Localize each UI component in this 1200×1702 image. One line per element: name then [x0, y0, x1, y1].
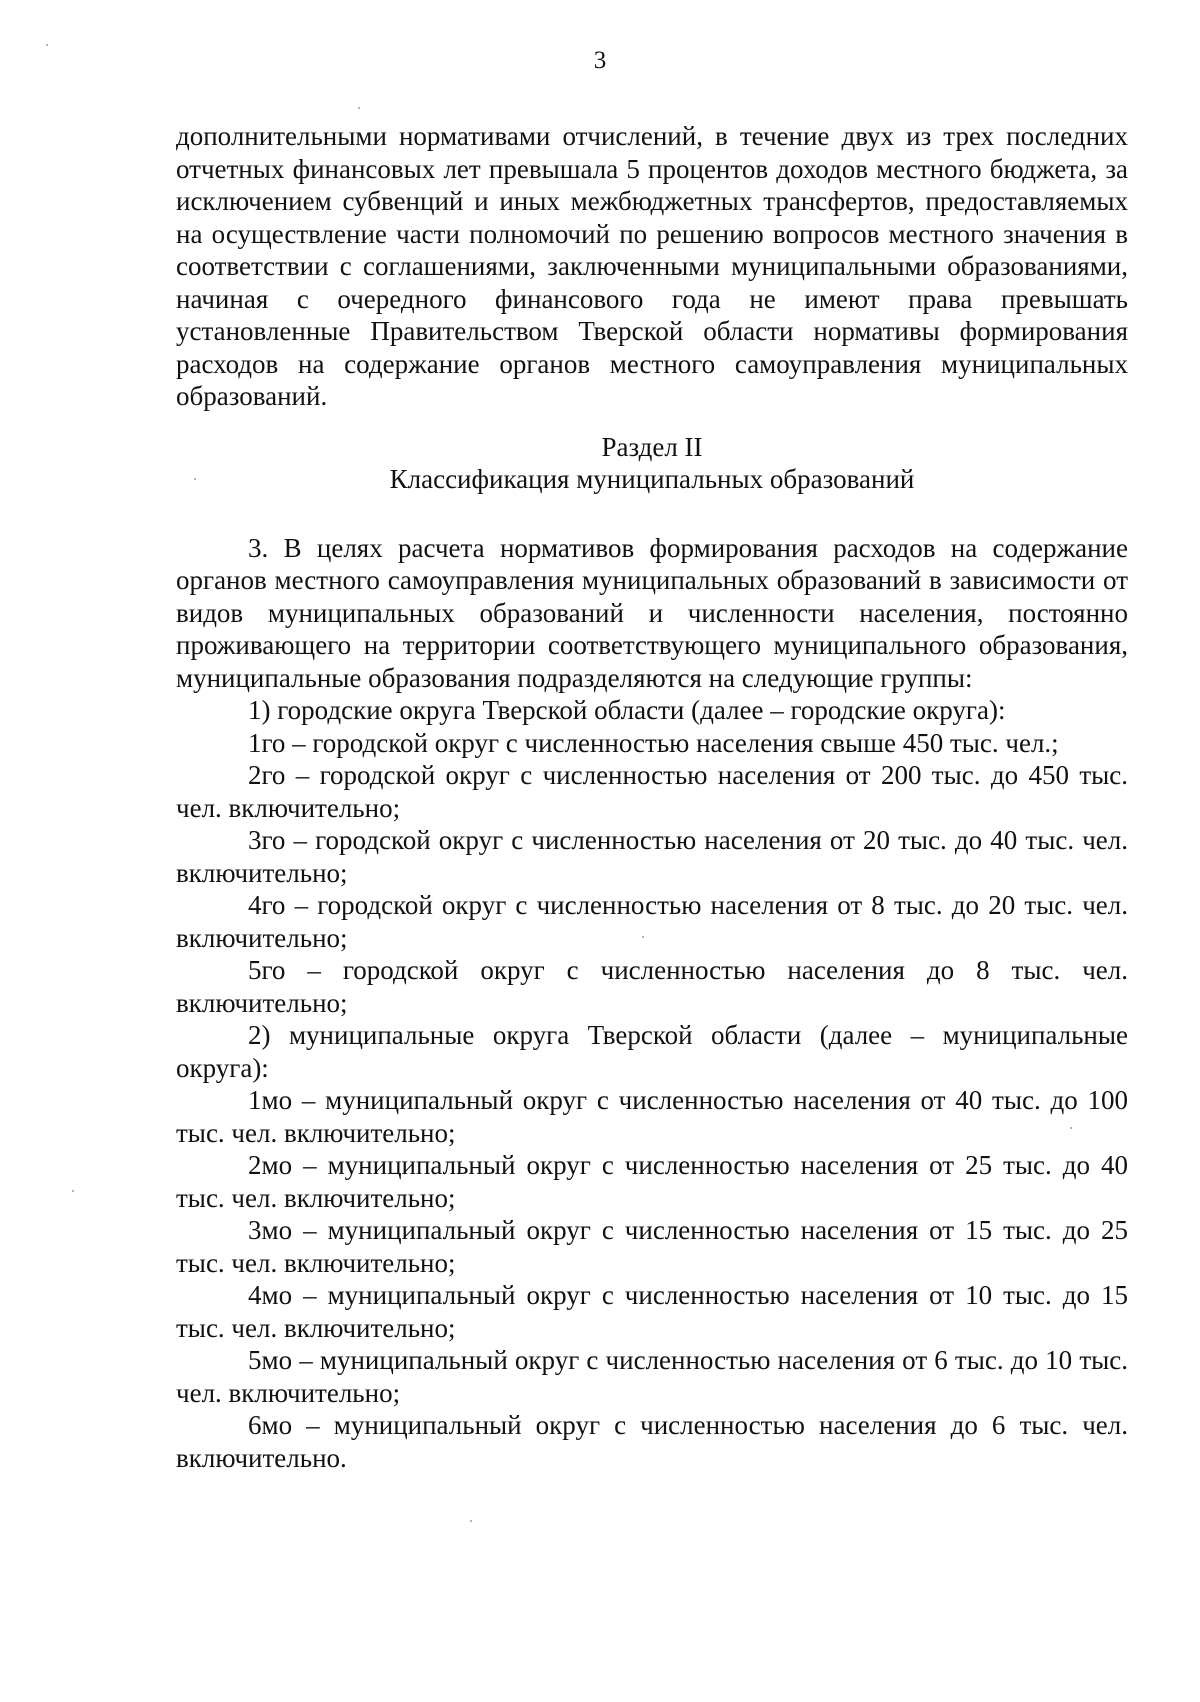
municipal-district-item-3mo: 3мо – муниципальный округ с численностью населения от 15 тыс. до 25 тыс. чел. включительно;	[176, 1215, 1128, 1278]
municipal-district-item-1mo: 1мо – муниципальный округ с численностью населения от 40 тыс. до 100 тыс. чел. включительно;	[176, 1085, 1128, 1148]
clause-3-paragraph: 3. В целях расчета нормативов формирования расходов на содержание органов местного самоуправления муниципальных образований в зависимости от видов муниципальных образований и численности населения, постоянно проживающего на территории соответствующего муниципального образования, муниципальные образования подразделяются на следующие группы:	[176, 532, 1128, 693]
intro-paragraph: дополнительными нормативами отчислений, в течение двух из трех последних отчетных финансовых лет превышала 5 процентов доходов местного бюджета, за исключением субвенций и иных межбюджетных трансфертов, предоставляемых на осуществление части полномочий по решению вопросов местного значения в соответствии с соглашениями, заключенными муниципальными образованиями, начиная с очередного финансового года не имеют права превышать установленные Правительством Тверской области нормативы формирования расходов на содержание органов местного самоуправления муниципальных образований.	[176, 121, 1128, 411]
urban-districts-heading: 1) городские округа Тверской области (далее – городские округа):	[248, 695, 1006, 725]
municipal-district-item-4mo: 4мо – муниципальный округ с численностью населения от 10 тыс. до 15 тыс. чел. включительно;	[176, 1280, 1128, 1343]
page-number: 3	[593, 47, 607, 74]
municipal-district-item-5mo: 5мо – муниципальный округ с численностью населения от 6 тыс. до 10 тыс. чел. включительно;	[176, 1345, 1128, 1408]
municipal-district-item-6mo: 6мо – муниципальный округ с численностью населения до 6 тыс. чел. включительно.	[176, 1410, 1128, 1473]
municipal-districts-heading: 2) муниципальные округа Тверской области (далее – муниципальные округа):	[176, 1020, 1128, 1083]
section-label: Раздел II	[601, 431, 703, 462]
urban-district-item-5go: 5го – городской округ с численностью населения до 8 тыс. чел. включительно;	[176, 955, 1128, 1018]
section-heading	[176, 431, 1128, 496]
municipal-district-item-2mo: 2мо – муниципальный округ с численностью населения от 25 тыс. до 40 тыс. чел. включительно;	[176, 1150, 1128, 1213]
document-body	[176, 120, 1128, 1474]
urban-district-item-3go: 3го – городской округ с численностью населения от 20 тыс. до 40 тыс. чел. включительно;	[176, 825, 1128, 888]
urban-district-item-1go: 1го – городской округ с численностью населения свыше 450 тыс. чел.;	[248, 727, 1059, 758]
section-title: Классификация муниципальных образований	[389, 464, 915, 494]
urban-district-item-2go: 2го – городской округ с численностью населения от 200 тыс. до 450 тыс. чел. включительно;	[176, 760, 1128, 823]
urban-district-item-4go: 4го – городской округ с численностью населения от 8 тыс. до 20 тыс. чел. включительно;	[176, 890, 1128, 953]
